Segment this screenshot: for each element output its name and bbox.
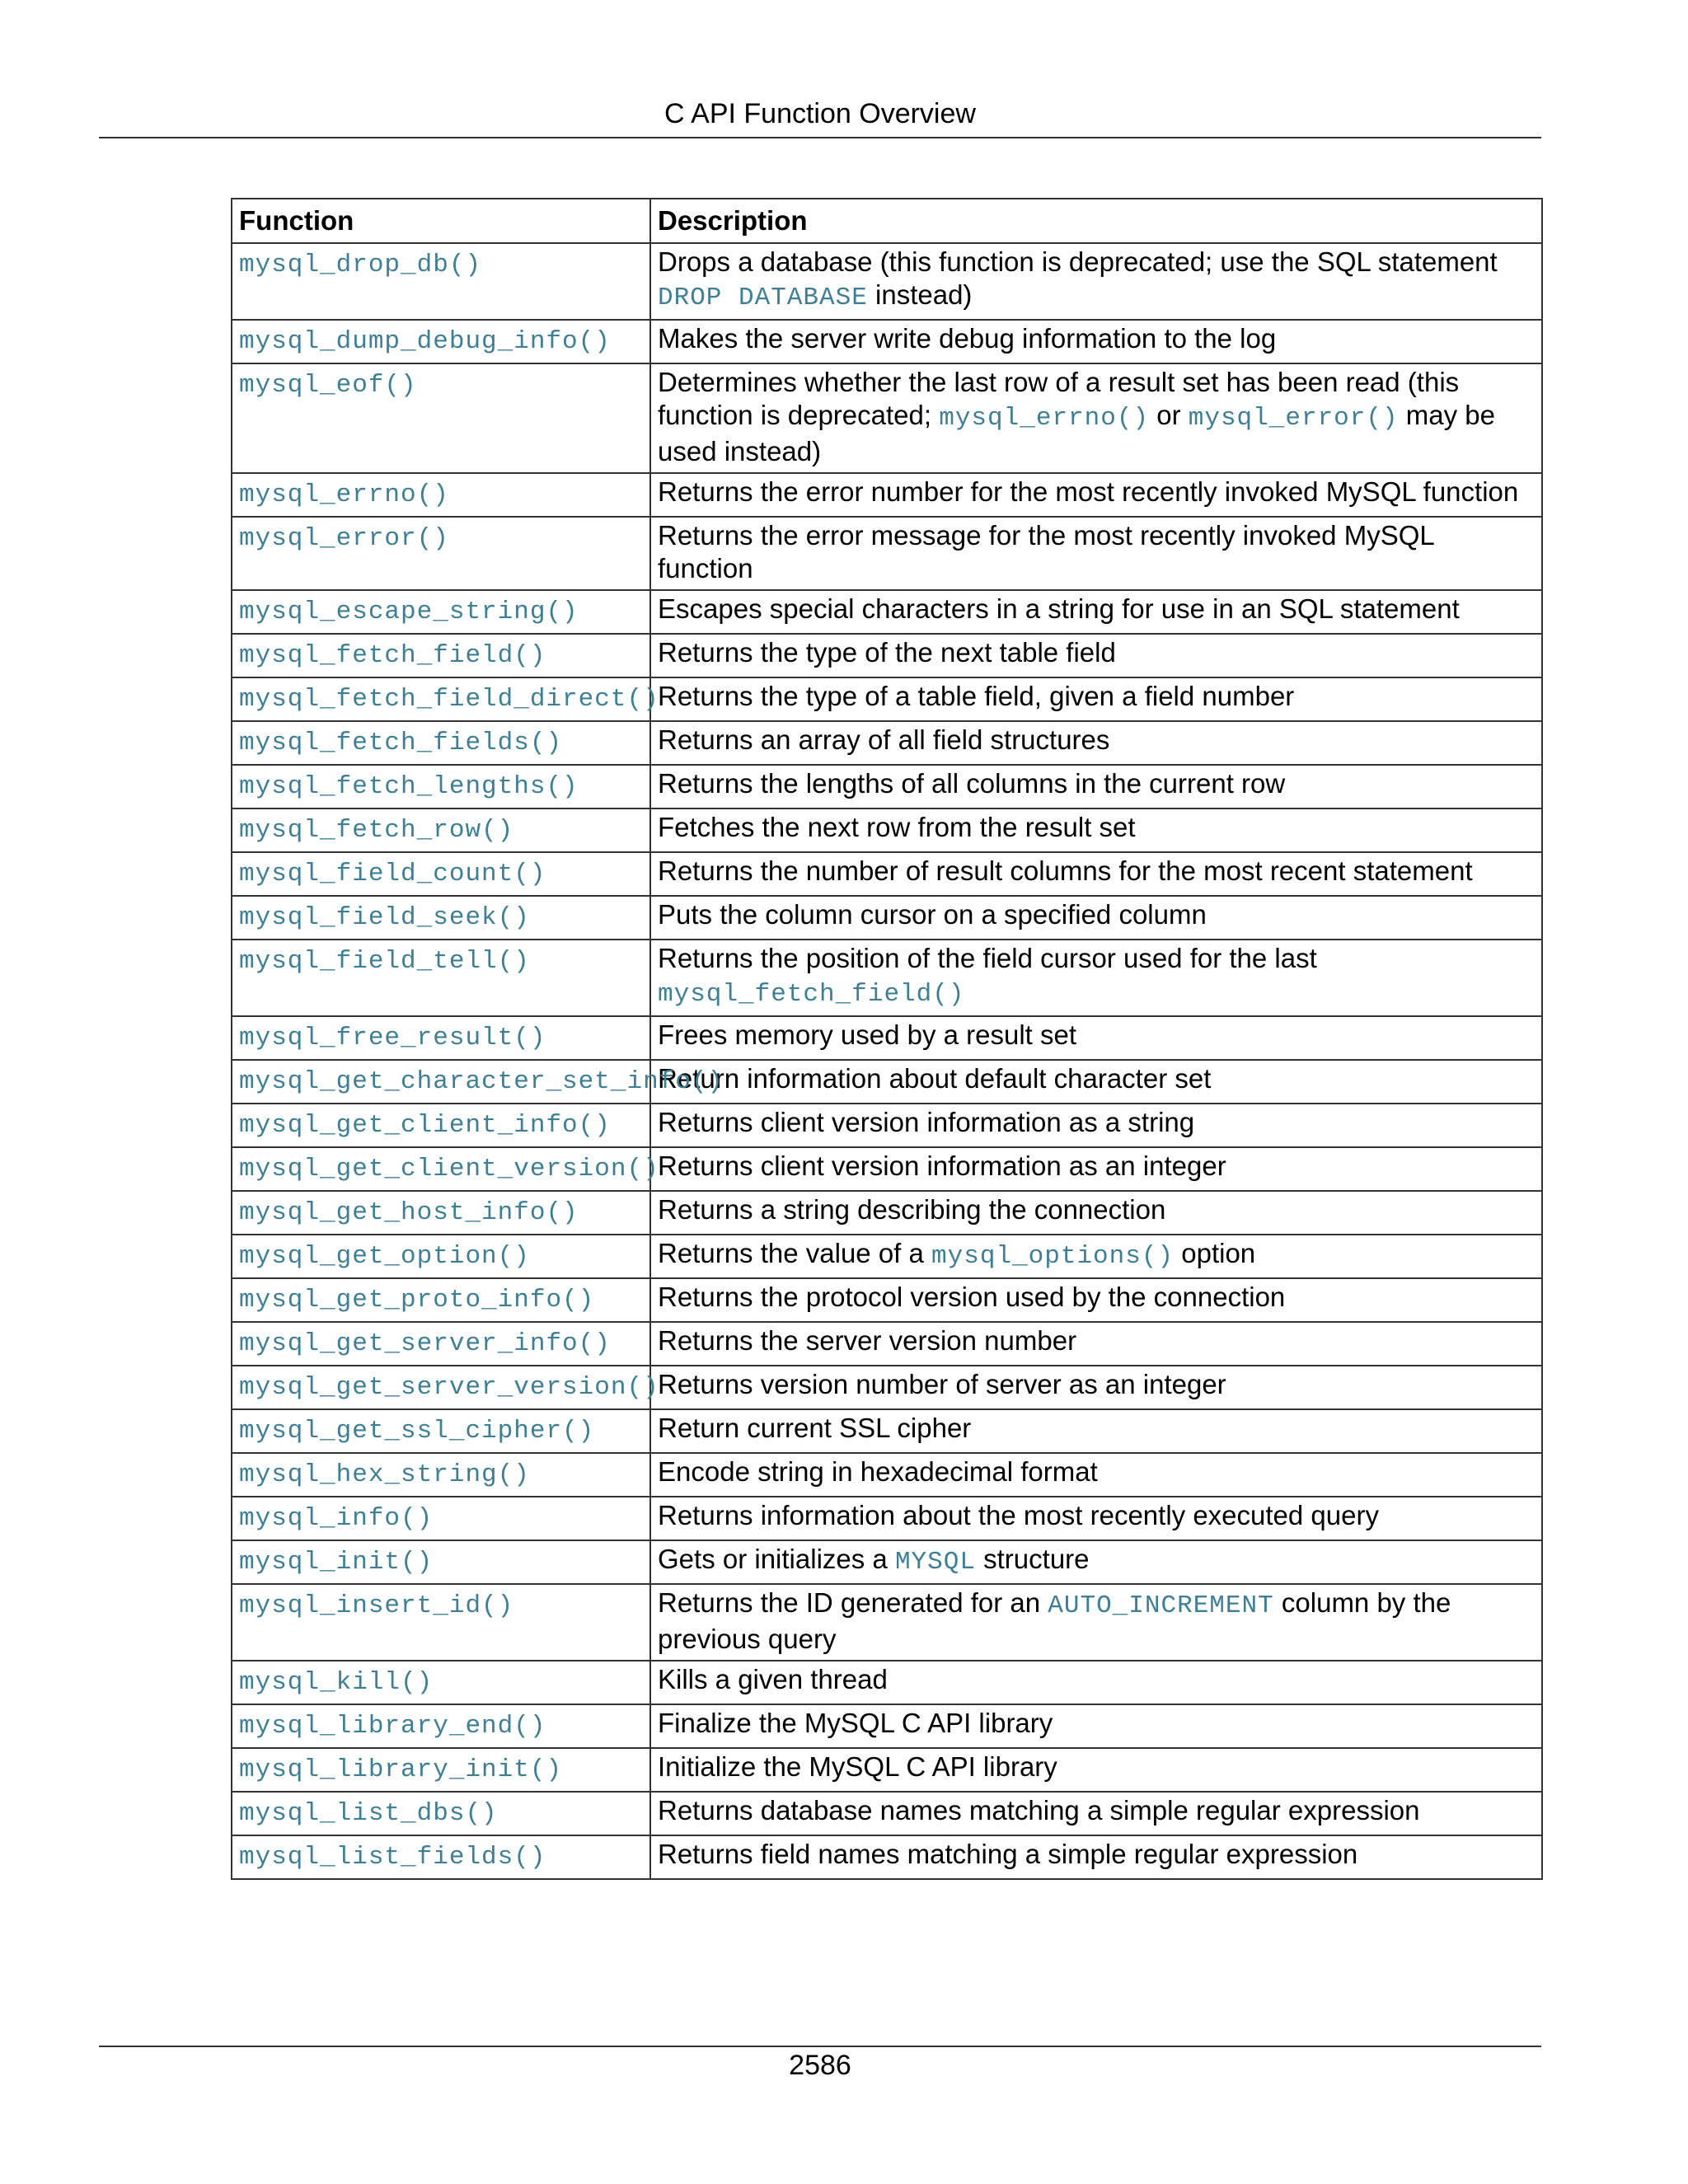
function-cell xyxy=(232,1835,650,1879)
description-cell xyxy=(650,1584,1542,1661)
function-link[interactable]: mysql_library_init() xyxy=(239,1755,563,1784)
function-link[interactable]: mysql_get_character_set_info() xyxy=(239,1067,724,1096)
table-row xyxy=(232,1497,1542,1540)
description-text: instead) xyxy=(867,279,973,310)
function-link[interactable]: mysql_get_proto_info() xyxy=(239,1286,595,1315)
function-link[interactable]: mysql_library_end() xyxy=(239,1712,546,1741)
description-text: Returns the lengths of all columns in the current row xyxy=(658,768,1286,799)
function-cell xyxy=(232,1104,650,1147)
description-cell xyxy=(650,940,1542,1016)
function-cell xyxy=(232,1147,659,1191)
description-text: Returns a string describing the connection xyxy=(658,1194,1166,1225)
description-text: Initialize the MySQL C API library xyxy=(658,1751,1057,1782)
function-link[interactable]: mysql_fetch_row() xyxy=(239,816,514,845)
description-text: column by the previous query xyxy=(658,1587,1451,1654)
function-cell xyxy=(232,363,650,473)
description-cell xyxy=(650,363,1542,473)
table-row xyxy=(232,677,1542,721)
description-cell xyxy=(650,1060,1542,1104)
description-text: Returns information about the most recently executed query xyxy=(658,1500,1379,1530)
table-row xyxy=(232,1409,1542,1453)
table-row xyxy=(232,1191,1542,1235)
table-row xyxy=(232,320,1542,363)
inline-code-link[interactable]: mysql_error() xyxy=(1188,404,1399,433)
function-link[interactable]: mysql_fetch_field_direct() xyxy=(239,685,659,714)
function-link[interactable]: mysql_insert_id() xyxy=(239,1591,514,1620)
function-cell xyxy=(232,765,650,808)
table-row xyxy=(232,1540,1542,1584)
description-text: Returns field names matching a simple regular expression xyxy=(658,1839,1358,1869)
table-row xyxy=(232,1278,1542,1322)
function-link[interactable]: mysql_list_fields() xyxy=(239,1843,546,1872)
description-text: Returns client version information as a string xyxy=(658,1107,1195,1137)
function-link[interactable]: mysql_get_server_version() xyxy=(239,1373,659,1402)
table-row xyxy=(232,1235,1542,1278)
description-text: Finalize the MySQL C API library xyxy=(658,1708,1053,1738)
function-cell xyxy=(232,721,650,765)
function-link[interactable]: mysql_field_seek() xyxy=(239,903,530,932)
function-table xyxy=(231,198,1543,1880)
description-text: Frees memory used by a result set xyxy=(658,1019,1077,1050)
function-cell xyxy=(232,1540,650,1584)
inline-code-link[interactable]: mysql_fetch_field() xyxy=(658,980,965,1009)
function-link[interactable]: mysql_eof() xyxy=(239,371,417,400)
table-row xyxy=(232,1748,1542,1792)
description-cell xyxy=(650,1278,1542,1322)
function-cell xyxy=(232,517,650,590)
table-row xyxy=(232,1453,1542,1497)
description-text: Drops a database (this function is deprecated; use the SQL statement xyxy=(658,246,1498,277)
function-link[interactable]: mysql_get_ssl_cipher() xyxy=(239,1417,595,1446)
description-cell xyxy=(650,1104,1542,1147)
table-row xyxy=(232,1661,1542,1704)
function-link[interactable]: mysql_fetch_lengths() xyxy=(239,772,579,801)
description-cell xyxy=(650,765,1542,808)
function-cell xyxy=(232,677,659,721)
function-cell xyxy=(232,1060,724,1104)
table-row xyxy=(232,852,1542,896)
description-cell xyxy=(650,852,1542,896)
function-cell xyxy=(232,1704,650,1748)
table-row xyxy=(232,896,1542,940)
table-row xyxy=(232,765,1542,808)
description-text: Returns the type of a table field, given a field number xyxy=(658,681,1295,711)
function-cell xyxy=(232,243,650,320)
description-cell xyxy=(650,721,1542,765)
description-text: Makes the server write debug information to the log xyxy=(658,323,1277,354)
description-cell xyxy=(650,320,1542,363)
function-cell xyxy=(232,940,650,1016)
description-cell xyxy=(650,1835,1542,1879)
function-cell xyxy=(232,1409,650,1453)
table-row xyxy=(232,1147,1542,1191)
inline-code-link[interactable]: DROP DATABASE xyxy=(658,284,868,312)
description-cell xyxy=(650,896,1542,940)
description-cell xyxy=(650,243,1542,320)
description-cell xyxy=(650,1792,1542,1835)
function-link[interactable]: mysql_get_client_info() xyxy=(239,1111,611,1140)
inline-code-link[interactable]: mysql_options() xyxy=(931,1242,1175,1271)
function-link[interactable]: mysql_info() xyxy=(239,1504,434,1533)
function-link[interactable]: mysql_escape_string() xyxy=(239,598,579,626)
function-link[interactable]: mysql_field_tell() xyxy=(239,947,530,976)
table-row xyxy=(232,1366,1542,1409)
function-link[interactable]: mysql_free_result() xyxy=(239,1024,546,1052)
description-cell xyxy=(650,677,1542,721)
description-cell xyxy=(650,473,1542,517)
description-text: structure xyxy=(975,1544,1090,1574)
function-link[interactable]: mysql_drop_db() xyxy=(239,251,482,279)
description-cell xyxy=(650,1322,1542,1366)
table-row xyxy=(232,1704,1542,1748)
description-text: or xyxy=(1149,400,1189,430)
description-text: Returns the error number for the most recently invoked MySQL function xyxy=(658,476,1519,507)
function-cell xyxy=(232,1366,659,1409)
table-row xyxy=(232,517,1542,590)
description-text: Returns the protocol version used by the connection xyxy=(658,1282,1286,1312)
function-cell xyxy=(232,1748,650,1792)
description-cell xyxy=(650,1016,1542,1060)
description-text: Return information about default character set xyxy=(658,1063,1212,1094)
table-row xyxy=(232,1835,1542,1879)
function-link[interactable]: mysql_get_client_version() xyxy=(239,1155,659,1183)
description-text: Returns the position of the field cursor used for the last xyxy=(658,943,1317,973)
page-header-title: C API Function Overview xyxy=(664,98,976,129)
function-link[interactable]: mysql_error() xyxy=(239,524,449,553)
description-text: Returns the error message for the most recently invoked MySQL function xyxy=(658,520,1434,583)
table-row xyxy=(232,808,1542,852)
inline-code-link[interactable]: mysql_errno() xyxy=(939,404,1150,433)
function-link[interactable]: mysql_list_dbs() xyxy=(239,1799,498,1828)
table-row xyxy=(232,363,1542,473)
function-link[interactable]: mysql_errno() xyxy=(239,480,449,509)
description-text: Kills a given thread xyxy=(658,1664,888,1694)
description-cell xyxy=(650,590,1542,634)
table-row xyxy=(232,1016,1542,1060)
table-row xyxy=(232,1104,1542,1147)
column-header-description: Description xyxy=(650,199,1542,243)
description-cell xyxy=(650,1453,1542,1497)
function-cell xyxy=(232,896,650,940)
description-cell xyxy=(650,1366,1542,1409)
description-cell xyxy=(650,1191,1542,1235)
description-cell xyxy=(650,517,1542,590)
description-text: Returns database names matching a simple regular expression xyxy=(658,1795,1420,1825)
page-number: 2586 xyxy=(789,2050,851,2081)
description-text: Returns the type of the next table field xyxy=(658,637,1116,668)
inline-code-link[interactable]: MYSQL xyxy=(894,1548,976,1577)
function-cell xyxy=(232,1792,650,1835)
function-link[interactable]: mysql_get_server_info() xyxy=(239,1329,611,1358)
function-link[interactable]: mysql_kill() xyxy=(239,1668,434,1697)
description-text: may be used instead) xyxy=(658,400,1495,466)
function-cell xyxy=(232,1584,650,1661)
table-row xyxy=(232,243,1542,320)
description-text: Determines whether the last row of a result set has been read (this function is deprecated; xyxy=(658,367,1460,430)
function-cell xyxy=(232,1497,650,1540)
description-text: Returns the ID generated for an xyxy=(658,1587,1048,1618)
description-text: Returns client version information as an integer xyxy=(658,1151,1226,1181)
function-cell xyxy=(232,590,650,634)
description-text: Encode string in hexadecimal format xyxy=(658,1456,1098,1487)
description-cell xyxy=(650,1147,1542,1191)
description-text: Gets or initializes a xyxy=(658,1544,895,1574)
column-header-function: Function xyxy=(232,199,650,243)
description-text: Returns the server version number xyxy=(658,1325,1077,1356)
description-cell xyxy=(650,1748,1542,1792)
description-text: option xyxy=(1174,1238,1256,1268)
description-cell xyxy=(650,1661,1542,1704)
function-cell xyxy=(232,1235,650,1278)
function-link[interactable]: mysql_fetch_fields() xyxy=(239,729,563,757)
description-text: Returns the number of result columns for the most recent statement xyxy=(658,855,1473,886)
description-text: Fetches the next row from the result set xyxy=(658,812,1136,842)
function-cell xyxy=(232,1322,650,1366)
function-cell xyxy=(232,634,650,677)
table-row xyxy=(232,1792,1542,1835)
function-link[interactable]: mysql_hex_string() xyxy=(239,1460,530,1489)
description-cell xyxy=(650,634,1542,677)
table-row xyxy=(232,1322,1542,1366)
table-header-row xyxy=(232,199,1542,243)
function-cell xyxy=(232,1453,650,1497)
table-body xyxy=(232,243,1542,1879)
description-text: Returns an array of all field structures xyxy=(658,724,1110,755)
function-link[interactable]: mysql_fetch_field() xyxy=(239,641,546,670)
function-cell xyxy=(232,808,650,852)
function-link[interactable]: mysql_dump_debug_info() xyxy=(239,327,611,356)
description-cell xyxy=(650,1235,1542,1278)
function-link[interactable]: mysql_field_count() xyxy=(239,860,546,888)
table-row xyxy=(232,940,1542,1016)
description-cell xyxy=(650,1704,1542,1748)
description-cell xyxy=(650,808,1542,852)
function-cell xyxy=(232,473,650,517)
header-rule xyxy=(99,137,1541,138)
description-text: Returns the value of a xyxy=(658,1238,932,1268)
description-text: Puts the column cursor on a specified column xyxy=(658,899,1207,930)
table-row xyxy=(232,473,1542,517)
inline-code-link[interactable]: AUTO_INCREMENT xyxy=(1048,1591,1274,1620)
function-cell xyxy=(232,320,650,363)
function-link[interactable]: mysql_get_option() xyxy=(239,1242,530,1271)
function-cell xyxy=(232,1661,650,1704)
description-text: Return current SSL cipher xyxy=(658,1413,972,1443)
table-row xyxy=(232,590,1542,634)
description-cell xyxy=(650,1497,1542,1540)
table-row xyxy=(232,1060,1542,1104)
table-row xyxy=(232,634,1542,677)
function-link[interactable]: mysql_init() xyxy=(239,1548,434,1577)
function-link[interactable]: mysql_get_host_info() xyxy=(239,1198,579,1227)
table-row xyxy=(232,721,1542,765)
function-cell xyxy=(232,1016,650,1060)
function-cell xyxy=(232,1191,650,1235)
table-row xyxy=(232,1584,1542,1661)
description-cell xyxy=(650,1540,1542,1584)
function-cell xyxy=(232,1278,650,1322)
description-cell xyxy=(650,1409,1542,1453)
function-cell xyxy=(232,852,650,896)
description-text: Returns version number of server as an integer xyxy=(658,1369,1226,1399)
description-text: Escapes special characters in a string for use in an SQL statement xyxy=(658,593,1460,624)
